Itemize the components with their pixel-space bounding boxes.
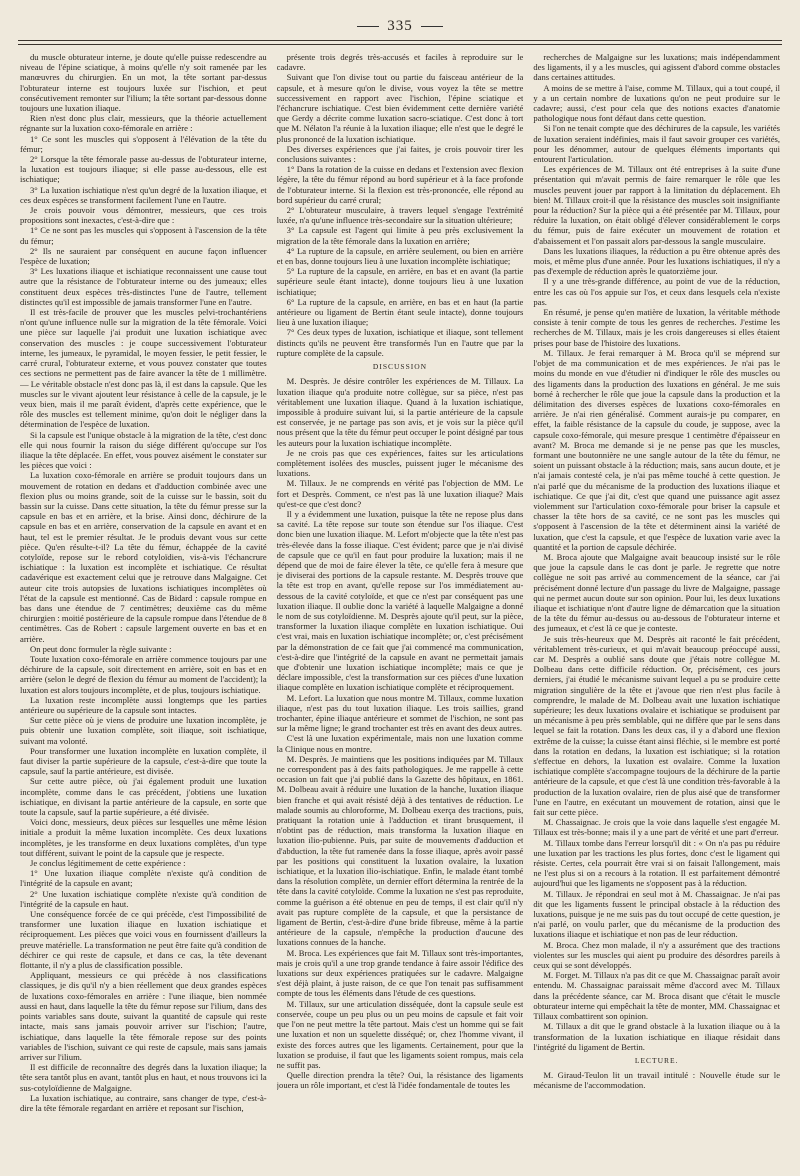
paragraph: 2° Une luxation ischiatique complète n'existe qu'à condition de l'intégrité de la capsule en haut.	[20, 888, 267, 909]
column-left	[20, 52, 267, 1164]
paragraph: M. Desprès. Je désire contrôler les expériences de M. Tillaux. La luxation iliaque qu'a produite notre collègue, sur sa pièce, n'est pas véritablement une luxation iliaque. Quand à la luxation ischiatique, impossible à produire suivant lui, si la partie antérieure de la capsule est conservée, je ne partage pas son avis, et je vois sur la pièce qu'il nous présent que la tête du fémur peut occuper le point désigné par tous les auteurs pour la luxation ischiatique incomplète.	[276, 376, 524, 448]
paragraph: 2° L'obturateur musculaire, à travers lequel s'engage l'extrémité luxée, n'a qu'une influence très-secondaire sur la situation ultérieure;	[276, 205, 524, 226]
paragraph: M. Broca ajoute que Malgaigne avait beaucoup insisté sur le rôle que joue la capsule dans le cas dont je parle. Je regrette que notre collègue ne soit pas arrivé au commencement de la séance, car j'ai précisément donné lecture d'un passage du livre de Malgaigne, passage qui ne permet aucun doute sur son opinion. Pour lui, les deux luxations iliaque et ischiatique n'ont d'autre ligne de démarcation que la situation de la tête du fémur au-dessus ou au-dessous de l'obturateur interne et des jumeaux, et c'est là ce que je conteste.	[533, 551, 781, 634]
paragraph: Il y a une très-grande différence, au point de vue de la réduction, entre les cas où l'os appuie sur l'os, et ceux dans lesquels cela n'existe pas.	[533, 276, 781, 307]
page-number: 335	[0, 18, 800, 35]
paragraph: 6° La rupture de la capsule, en arrière, en bas et en haut (la partie antérieure ou ligament de Bertin étant seule intacte), donne toujours lieu à une luxation iliaque;	[276, 296, 524, 328]
paragraph: 3° La capsule est l'agent qui limite à peu près exclusivement la migration de la tête fémorale dans la luxation en arrière;	[276, 225, 524, 246]
paragraph: Rien n'est donc plus clair, messieurs, que la théorie actuellement régnante sur la luxation coxo-fémorale en arrière :	[20, 113, 267, 134]
paragraph: M. Giraud-Teulon lit un travail intitulé : Nouvelle étude sur le mécanisme de l'accommodation.	[533, 1070, 781, 1091]
paragraph: Je crois pouvoir vous démontrer, messieurs, que ces trois propositions sont inexactes, c'est-à-dire que :	[20, 205, 267, 226]
paragraph: Sur cette autre pièce, où j'ai également produit une luxation incomplète, comme dans le cas précédent, j'obtiens une luxation ischiatique, en divisant la partie antérieure de la capsule, en sorte que toute la capsule, sauf la partie supérieure, a été divisée.	[20, 776, 267, 818]
paragraph: Des diverses expériences que j'ai faites, je crois pouvoir tirer les conclusions suivantes :	[276, 143, 524, 165]
paragraph: 4° La rupture de la capsule, en arrière seulement, ou bien en arrière et en bas, donne toujours lieu à une luxation incomplète ischiatique;	[276, 245, 524, 267]
paragraph: M. Tillaux, sur une articulation disséquée, dont la capsule seule est conservée, coupe un peu plus ou un peu moins de capsule et fait voir que l'on ne peut mettre la tête partout. Mais c'est un homme qui se fait une luxation et non un squelette disséqué; or, chez l'homme vivant, il existe des forces autres que les ligaments. Certainement, pour que la luxation se produise, il faut que les ligaments soient rompus, mais cela ne suffit pas.	[276, 998, 524, 1070]
paragraph: Toute luxation coxo-fémorale en arrière commence toujours par une déchirure de la capsule, soit directement en arrière, soit en bas et en arrière (selon le degré de flexion du fémur au moment de l'accident); la luxation est alors toujours incomplète, et de plus, toujours ischiatique.	[20, 653, 267, 695]
paragraph: M. Desprès. Je maintiens que les positions indiquées par M. Tillaux ne correspondent pas à des faits pathologiques. Je me rappelle à cette occasion un fait que j'ai publié dans la Gazette des hôpitaux, en 1861. M. Dolbeau avait à réduire une luxation de la hanche, luxation iliaque bien franche et qui avait résisté déjà à des tentatives de réduction. Le malade soumis au chloroforme, M. Dolbeau exerça des tractions, puis, pratiquant la rotation unie à l'adduction et tirant brusquement, il n'obtint pas de réduction, mais transforma la luxation iliaque en luxation ilio-pubienne. Puis, par suite de mouvements d'adduction et d'abduction, la tête fut ramenée dans la fosse iliaque, après avoir passé par les positions qui constituent la luxation ovalaire, la luxation ischiatique, et la luxation ilio-ischiatique. Enfin, le malade étant tombé dans la résolution complète, un dernier effort détermina la rentrée de la tête dans la cavité cotyloïde. Comme la luxation ne s'est pas reproduite, comme la guérison a été obtenue en peu de temps, il est clair qu'il n'y avait pas rupture complète de la capsule, et que la persistance de ligament de Bertin, c'est-à-dire d'une bride fibreuse, même à la partie antérieure de la capsule, n'empêche la production d'aucune des luxations connues de la hanche.	[276, 753, 524, 948]
paragraph: Je suis très-heureux que M. Desprès ait raconté le fait précédent, véritablement très-curieux, et qui m'avait beaucoup préoccupé aussi, car M. Desprès a oublié sans doute que j'étais notre collègue M. Dolbeau dans cette difficile réduction. Or, précisément, ces jours derniers, j'ai étudié le mécanisme suivant lequel a pu se produire cette migration singulière de la tête et j'avoue que rien n'est plus facile à comprendre, le malade de M. Dolbeau avait une luxation ischiatique supérieure; les deux luxations ovalaire et ischiatique se produisent par un mécanisme à peu près semblable, qui ne diffère que par le sens dans lequel se fait la rotation. Dans les deux cas, il y a d'abord une flexion extrême de la cuisse; la cuisse étant ainsi fléchie, si le membre est porté dans la rotation en dedans, la luxation est ischiatique; si la rotation s'effectue en dehors, la luxation est ovalaire. Comme la luxation ischiatique complète s'accompagne toujours de la déchirure de la partie antérieure de la capsule, et que c'est là une condition très-favorable à la production de la luxation ovalaire, rien de plus aisé que de transformer l'une en l'autre, en exécutant un mouvement de rotation, ainsi que le fait sur cette pièce.	[533, 633, 781, 818]
paragraph: Si la capsule est l'unique obstacle à la migration de la tête, c'est donc elle qui nous fournir la raison du siége différent qu'occupe sur l'os iliaque la tête déplacée. En effet, vous pouvez aisément le constater sur les pièces que voici :	[20, 429, 267, 471]
paragraph: recherches de Malgaigne sur les luxations; mais indépendamment des ligaments, il y a les muscles, qui agissent d'abord comme obstacles dans certaines attitudes.	[533, 52, 781, 83]
paragraph: M. Broca. Chez mon malade, il n'y a assurément que des tractions violentes sur les muscles qui aient pu produire des désordres pareils à ceux qui se sont développés.	[533, 939, 781, 971]
paragraph: Si l'on ne tenait compte que des déchirures de la capsule, les variétés de luxation seraient indéfinies, mais il faut savoir grouper ces variétés, pour les dénommer, autour de quelques éléments importants qui entourent l'articulation.	[533, 123, 781, 165]
paragraph: présente trois degrés très-accusés et faciles à reproduire sur le cadavre.	[276, 52, 524, 73]
paragraph: 7° Ces deux types de luxation, ischiatique et iliaque, sont tellement distincts qu'ils ne peuvent être transformés l'un en l'autre que par la rupture complète de la capsule.	[276, 327, 524, 358]
paragraph: Suivant que l'on divise tout ou partie du faisceau antérieur de la capsule, et à mesure qu'on le divise, vous voyez la tête se mettre successivement en rapport avec l'ischion, l'épine sciatique et l'échancrure ischiatique. C'est bien évidemment cette dernière variété que Gerdy a décrite comme luxation sacro-sciatique. C'est donc à tort que M. Nélaton l'a réunie à la luxation iliaque; elle n'est que le degré le plus prononcé de la luxation ischiatique.	[276, 72, 524, 144]
paragraph: Les expériences de M. Tillaux ont été entreprises à la suite d'une présentation qui m'avait permis de faire remarquer le rôle que les muscles peuvent jouer par rapport à la limitation du déplacement. Eh bien! M. Tillaux croit-il que la résistance des muscles soit insignifiante pour la réduction? Sur la pièce qui a été présentée par M. Tillaux, pour réduire la luxation, on était obligé d'élever considérablement le corps du fémur, puis de faire exécuter un mouvement de rotation et d'abaissement et l'on passait alors par-dessous la sangle musculaire.	[533, 164, 781, 246]
paragraph: Une conséquence forcée de ce qui précède, c'est l'impossibilité de transformer une luxation iliaque en luxation ischiatique et réciproquement. Les pièces que voici vous en fournissent d'ailleurs la preuve matérielle. La transformation ne peut être faite qu'à condition de déchirer ce qui reste de capsule, et dans ce cas, la tête devenant flottante, il n'y a plus de classification possible.	[20, 909, 267, 971]
paragraph: du muscle obturateur interne, je doute qu'elle puisse redescendre au niveau de l'épine sciatique, à moins qu'elle n'y soit ramenée par les manœuvres du chirurgien. En un mot, la tête sortant par-dessus l'obturateur interne est toujours luxée sur l'ischion, et peut consécutivement remonter sur l'ilium; la tête sortant par-dessous donne toujours une luxation iliaque.	[20, 52, 267, 114]
paragraph: La luxation reste incomplète aussi longtemps que les parties antérieure ou supérieure de la capsule sont intactes.	[20, 694, 267, 715]
paragraph: Pour transformer une luxation incomplète en luxation complète, il faut diviser la partie supérieure de la capsule, c'est-à-dire que toute la capsule, sauf la partie antérieure, est divisée.	[20, 745, 267, 777]
paragraph: Quelle direction prendra la tête? Oui, la résistance des ligaments jouera un rôle important, et c'est là l'idée fondamentale de toutes les	[276, 1070, 524, 1091]
paragraph: M. Tillaux tombe dans l'erreur lorsqu'il dit : « On n'a pas pu réduire une luxation par les tractions les plus fortes, donc c'est le ligament qui résiste. Certes, cela pourrait être vrai si on faisait l'allongement, mais ne l'est plus si on a recours à la rotation. Il est parfaitement démontré aujourd'hui que les ligaments ne s'opposent pas à la réduction.	[533, 837, 781, 889]
paragraph: A moins de se mettre à l'aise, comme M. Tillaux, qui a tout coupé, il y a un certain nombre de luxations qu'on ne peut produire sur le cadavre; aussi, c'est pour cela que des notions exactes d'anatomie pathologique nous font défaut dans cette question.	[533, 82, 781, 124]
paragraph: La luxation ischiatique, au contraire, sans changer de type, c'est-à-dire la tête fémorale regardant en arrière et reposant sur l'ischion,	[20, 1092, 267, 1113]
paragraph: Il est très-facile de prouver que les muscles pelvi-trochantériens n'ont qu'une influence nulle sur la migration de la tête fémorale. Voici une pièce sur laquelle j'ai produit une luxation ischiatique avec conservation des muscles : je coupe successivement l'obturateur interne, les jumeaux, le pyramidal, le moyen fessier, le petit fessier, le carré crural, l'obturateur externe, et vous pouvez constater que toutes ces sections ne permettent pas de faire avancer la tête de 1 millimètre. — Le véritable obstacle n'est donc pas là, il est dans la capsule. Que les muscles sur le vivant ajoutent leur résistance à celle de la capsule, je le veux bien, mais il me paraît évident, d'après cette expérience, que le rôle des muscles est tellement minime, qu'on doit le négliger dans la détermination de l'espèce de luxation.	[20, 307, 267, 430]
paragraph: M. Broca. Les expériences que fait M. Tillaux sont très-importantes, mais je crois qu'il a une trop grande tendance à faire assoir l'édifice des luxations sur deux expériences pratiquées sur le cadavre. Malgaigne s'est déjà plaint, à juste raison, de ce que l'on tenait pas suffisamment compte de tous les éléments dans l'étude de ces questions.	[276, 947, 524, 999]
paragraph: La luxation coxo-fémorale en arrière se produit toujours dans un mouvement de rotation en dedans et d'adduction combinée avec une flexion plus ou moins grande, soit de la cuisse sur le bassin, soit du bassin sur la cuisse. Dans cette situation, la tête du fémur presse sur la capsule en bas et en arrière, et la brise. Ainsi donc, déchirure de la capsule en bas et en arrière, conservation de la capsule en avant et en haut, tel est le premier résultat. Je le produis devant vous sur cette pièce. Qu'en résulte-t-il? La tête du fémur, échappée de la cavité cotyloïde, repose sur le rebord cotyloïdien, vis-à-vis l'échancrure ischiatique : la luxation est incomplète et ischiatique. Ce résultat cadavérique est exactement celui que je retrouve dans Malgaigne. Cet auteur cite trois autopsies de luxations ischiatiques incomplètes où l'état de la capsule est mentionné. Cas de Bidard : capsule rompue en bas dans une étendue de 7 centimètres; deuxième cas du même chirurgien : moitié postérieure de la capsule rompue dans l'étendue de 8 centimètres. Cas de Robert : capsule largement ouverte en bas et en arrière.	[20, 470, 267, 644]
paragraph: 3° Les luxations iliaque et ischiatique reconnaissent une cause tout autre que la résistance de l'obturateur interne ou des jumeaux; elles constituent deux espèces très-distinctes l'une de l'autre, tellement distinctes qu'il est impossible de jamais transformer l'une en l'autre.	[20, 266, 267, 307]
paragraph: Dans les luxations iliaques, la réduction a pu être obtenue après des mois, et même plus d'une année. Pour les luxations ischiatiques, il n'y a pas d'exemple de réduction après le quatorzième jour.	[533, 245, 781, 277]
paragraph: Il y a évidemment une luxation, puisque la tête ne repose plus dans sa cavité. La tête repose sur toute son étendue sur l'os iliaque. C'est donc bien une luxation iliaque. M. Lefort m'objecte que la tête n'est pas très-élevée dans la fosse iliaque. C'est évident; parce que je n'ai divisé de capsule que ce qu'il en faut pour produire la luxation; mais il ne dépend que de moi de faire élever la tête, ce qu'elle fera à mesure que je diviserai des portions de la capsule restante. M. Desprès trouve que la tête est trop en avant, qu'elle repose sur l'os immédiatement au-dessous de la cavité cotyloïde, et que ce n'est par conséquent pas une luxation iliaque. Il oublie donc la variété à laquelle Malgaigne a donné le nom de sus cotyloïdienne. M. Desprès ajoute qu'il peut, sur la pièce, transformer la luxation iliaque complète en luxation ischiatique. Oui c'est vrai, mais en luxation ischiatique incomplète; or, c'est précisément par la démonstration de ce fait que j'ai commencé ma communication, c'est-à-dire que l'intégrité de la capsule en avant ne permettait jamais que d'obtenir une luxation ischiatique incomplète; mais ce que je déclare impossible, c'est la transformation sur ces pièces d'une luxation iliaque complète en luxation ischiatique complète et réciproquement.	[276, 508, 524, 693]
section-heading: LECTURE.	[634, 1055, 679, 1065]
paragraph: M. Tillaux. Je ne comprends en vérité pas l'objection de MM. Le fort et Desprès. Comment, ce n'est pas là une luxation iliaque? Mais qu'est-ce que c'est donc?	[276, 478, 524, 509]
paragraph: M. Tillaux a dit que le grand obstacle à la luxation iliaque ou à la transformation de la luxation ischiatique en iliaque résidait dans l'intégrité du ligament de Bertin.	[533, 1021, 781, 1052]
paragraph: 1° Dans la rotation de la cuisse en dedans et l'extension avec flexion légère, la tête du fémur répond au bord supérieur et à la face profonde de l'obturateur interne. Si la flexion est très-prononcée, elle répond au bord supérieur du carré crural;	[276, 164, 524, 205]
paragraph: Je conclus légitimement de cette expérience :	[30, 858, 186, 869]
paragraph: 3° La luxation ischiatique n'est qu'un degré de la luxation iliaque, et ces deux espèces se transforment facilement l'une en l'autre.	[20, 184, 267, 205]
paragraph: 1° Ce sont les muscles qui s'opposent à l'élévation de la tête du fémur;	[20, 133, 267, 154]
paragraph: 2° Ils ne sauraient par conséquent en aucune façon influencer l'espèce de luxation;	[20, 245, 267, 267]
paragraph: M. Tillaux. Je répondrai en seul mot à M. Chassaignac. Je n'ai pas dit que les ligaments fussent le principal obstacle à la réduction des luxations, puisque je ne me suis pas du tout occupé de cette question, je n'ai parlé, on voulu parler, que du mécanisme de la production des luxations iliaque et ischiatique et non pas de leur réduction.	[533, 888, 781, 940]
paragraph: Sur cette pièce où je viens de produire une luxation incomplète, je puis obtenir une luxation complète, soit iliaque, soit ischiatique, suivant ma volonté.	[20, 715, 267, 746]
header-rule	[18, 40, 782, 41]
paragraph: M. Lefort. La luxation que nous montre M. Tillaux, comme luxation iliaque, n'est pas du tout luxation iliaque. Les trois saillies, grand trochanter, épine iliaque antérieure et sommet de l'ischion, ne sont pas sur la même ligne; le grand trochanter est très en avant des deux autres.	[276, 692, 524, 734]
paragraph: 1° Ce ne sont pas les muscles qui s'opposent à l'ascension de la tête du fémur;	[20, 225, 267, 246]
paragraph: 2° Lorsque la tête fémorale passe au-dessus de l'obturateur interne, la luxation est toujours iliaque; si elle passe au-dessous, elle est ischiatique;	[20, 154, 267, 185]
paragraph: Voici donc, messieurs, deux pièces sur lesquelles une même lésion initiale a produit la même luxation incomplète. Ces deux luxations incomplètes, je les transforme en deux luxations complètes, d'un type tout différent, suivant le point de la capsule que je respecte.	[20, 817, 267, 858]
paragraph: M. Tillaux. Je ferai remarquer à M. Broca qu'il se méprend sur l'objet de ma communication et de mes expériences. Je n'ai pas le moins du monde en vue d'étudier ni d'indiquer le rôle des muscles ou des ligaments dans la production des luxations en général. Je me suis borné à rechercher le rôle que joue la capsule dans la production et la délimitation des diverses espèces de luxations coxo-fémorales en arrière. Je n'ai rien généralisé. Comment aurais-je pu comparer, en effet, la faible résistance de la capsule du coude, je suppose, avec la capsule coxo-fémorale, qui mesure presque 1 centimètre d'épaisseur en avant? M. Broca me demande si je ne pense pas que les muscles, formant une boutonnière ne une sangle autour de la tête du fémur, ne soient un puissant obstacle à la réduction; mais, sans aucun doute, et je n'ai jamais contesté cela, je n'ai pas même touché à cette question. Je n'ai parlé que du mécanisme de la production des luxations iliaque et ischiatique. Ce que j'ai dit, c'est que quand une puissance agit assez violemment sur l'articulation coxo-fémorale pour briser la capsule et chasser la tête hors de sa cavité, ce ne sont pas les muscles qui s'opposent à l'ascension de la tête et déterminent ainsi la variété de luxation, que c'est la capsule, et que l'espèce de luxation varie avec la quantité et la portion de capsule déchirée.	[533, 347, 781, 552]
text-columns	[20, 52, 780, 1164]
paragraph: C'est là une luxation expérimentale, mais non une luxation comme la Clinique nous en montre.	[276, 733, 524, 754]
paragraph: M. Chassaignac. Je crois que la voie dans laquelle s'est engagée M. Tillaux est très-bonne; mais il y a une part de vérité et une part d'erreur.	[533, 817, 781, 838]
column-right	[533, 52, 780, 1164]
paragraph: Il est difficile de reconnaître des degrés dans la luxation iliaque; la tête sera tantôt plus en avant, tantôt plus en haut, et nous trouvons ici la sus-cotyloïdienne de Malgaigne.	[20, 1062, 267, 1093]
paragraph: En résumé, je pense qu'en matière de luxation, la véritable méthode consiste à tenir compte de tous les genres de recherches. J'estime les recherches de M. Tillaux, mais je les crois dangereuses si elles étaient prises pour base de l'histoire des luxations.	[533, 307, 781, 348]
paragraph: Je ne crois pas que ces expériences, faites sur les articulations complètement isolées des muscles, puissent juger le mécanisme des luxations.	[276, 447, 524, 479]
paragraph: 5° La rupture de la capsule, en arrière, en bas et en avant (la partie supérieure seule étant intacte), donne toujours lieu à une luxation ischiatique;	[276, 266, 524, 297]
paragraph: 1° Une luxation iliaque complète n'existe qu'à condition de l'intégrité de la capsule en avant;	[20, 868, 267, 889]
paragraph: M. Forget. M. Tillaux n'a pas dit ce que M. Chassaignac paraît avoir entendu. M. Chassaignac paraissait même d'accord avec M. Tillaux dans la précédente séance, car M. Broca disant que c'était le muscle obturateur interne qui empêchait la tête de monter, MM. Chassaignac et Tillaux combattirent son opinion.	[533, 970, 781, 1022]
header-rule-thin	[18, 44, 782, 45]
paragraph: On peut donc formuler la règle suivante :	[30, 643, 172, 654]
column-middle	[277, 52, 524, 1164]
section-heading: DISCUSSION	[372, 362, 428, 372]
paragraph: Appliquant, messieurs ce qui précède à nos classifications classiques, je dis qu'il n'y a bien réellement que deux grandes espèces de luxations coxo-fémorales en arrière : l'une iliaque, bien nommée aussi en haut, dans laquelle la tête du fémur repose sur l'ilium, dans des points variables sans doute, suivant la quantité de capsule qui reste intacte, mais sans jamais pouvoir arriver sur l'ischion; l'autre, ischiatique, dans laquelle la tête fémorale repose sur des points variables de l'ischion, suivant ce qui reste de capsule, mais sans jamais arriver sur l'ilium.	[20, 970, 267, 1062]
